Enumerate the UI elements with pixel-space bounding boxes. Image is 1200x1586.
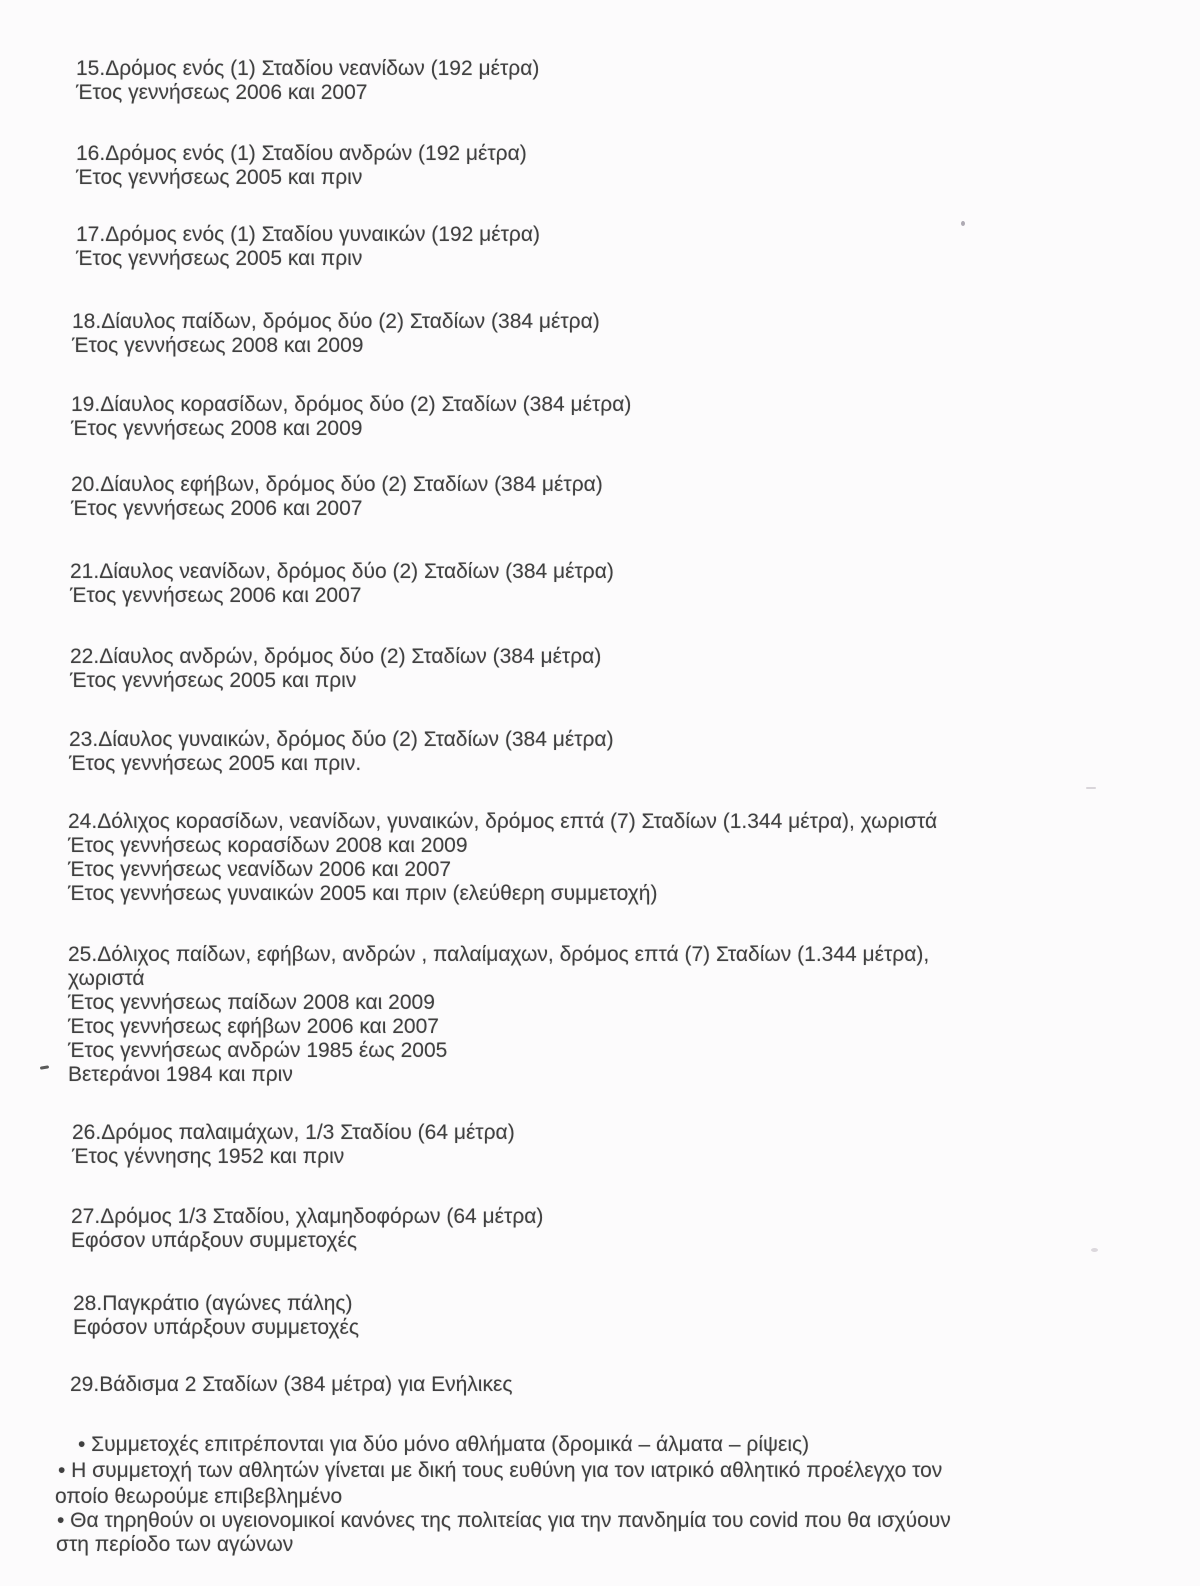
event-detail: Εφόσον υπάρξουν συμμετοχές [73,1316,360,1339]
event-title: 26.Δρόμος παλαιμάχων, 1/3 Σταδίου (64 μέτρα) [72,1121,515,1144]
event-item-28 [73,1292,359,1340]
note-bullet-2-wrap: οποίο θεωρούμε επιβεβλημένο [55,1485,343,1508]
event-title: 24.Δόλιχος κορασίδων, νεανίδων, γυναικών, δρόμος επτά (7) Σταδίων (1.344 μέτρα), χωριστά [68,810,938,833]
event-item-16 [76,142,527,190]
event-item-17 [76,223,540,271]
event-title: 17.Δρόμος ενός (1) Σταδίου γυναικών (192 μέτρα) [76,223,541,246]
event-detail: Έτος γεννήσεως 2005 και πριν [70,669,357,692]
event-detail: Έτος γεννήσεως παίδων 2008 και 2009 [68,991,435,1014]
scan-speck [1086,787,1096,789]
event-detail: Έτος γεννήσεως 2008 και 2009 [72,334,364,357]
event-detail: Έτος γέννησης 1952 και πριν [72,1145,345,1168]
event-title: 27.Δρόμος 1/3 Σταδίου, χλαμηδοφόρων (64 μέτρα) [71,1205,544,1228]
scan-speck [1091,1248,1098,1252]
event-title: 22.Δίαυλος ανδρών, δρόμος δύο (2) Σταδίων (384 μέτρα) [70,645,602,668]
event-item-25 [68,943,929,1087]
event-item-21 [70,560,614,608]
event-detail: Έτος γεννήσεως ανδρών 1985 έως 2005 [68,1039,448,1062]
note-bullet-2: • Η συμμετοχή των αθλητών γίνεται με δική τους ευθύνη για τον ιατρικό αθλητικό προέλεγχο τον [58,1459,943,1482]
event-detail: Έτος γεννήσεως 2006 και 2007 [76,81,368,104]
event-detail: Έτος γεννήσεως κορασίδων 2008 και 2009 [68,834,468,857]
event-detail: Βετεράνοι 1984 και πριν [68,1063,293,1086]
event-detail: Έτος γεννήσεως 2005 και πριν [76,247,363,270]
event-item-29 [70,1373,512,1397]
event-item-24 [68,810,937,906]
event-title: 19.Δίαυλος κορασίδων, δρόμος δύο (2) Σταδίων (384 μέτρα) [71,393,632,416]
event-detail: Έτος γεννήσεως γυναικών 2005 και πριν (ελεύθερη συμμετοχή) [68,882,658,905]
event-title: 18.Δίαυλος παίδων, δρόμος δύο (2) Σταδίων (384 μέτρα) [72,310,600,333]
event-detail: Έτος γεννήσεως 2008 και 2009 [71,417,363,440]
event-detail: Έτος γεννήσεως 2005 και πριν [76,166,363,189]
event-item-18 [72,310,600,358]
event-title: 28.Παγκράτιο (αγώνες πάλης) [73,1292,353,1315]
scan-speck [961,221,965,226]
event-item-26 [72,1121,515,1169]
event-detail: Έτος γεννήσεως 2005 και πριν. [69,752,362,775]
event-title: 15.Δρόμος ενός (1) Σταδίου νεανίδων (192 μέτρα) [76,57,540,80]
event-item-15 [76,57,539,105]
event-title: 20.Δίαυλος εφήβων, δρόμος δύο (2) Σταδίων (384 μέτρα) [71,473,603,496]
note-bullet-3-wrap: στη περίοδο των αγώνων [56,1533,294,1556]
event-title: 16.Δρόμος ενός (1) Σταδίου ανδρών (192 μέτρα) [76,142,527,165]
event-detail: Έτος γεννήσεως 2006 και 2007 [70,584,362,607]
event-title: 21.Δίαυλος νεανίδων, δρόμος δύο (2) Σταδίων (384 μέτρα) [70,560,614,583]
event-item-22 [70,645,601,693]
scan-dash [40,1065,49,1070]
event-item-20 [71,473,603,521]
event-item-27 [71,1205,543,1253]
event-detail: Έτος γεννήσεως 2006 και 2007 [71,497,363,520]
event-item-23 [69,728,614,776]
note-bullet-1: • Συμμετοχές επιτρέπονται για δύο μόνο αθλήματα (δρομικά – άλματα – ρίψεις) [78,1433,810,1456]
event-title-wrap: χωριστά [68,967,145,990]
event-title: 23.Δίαυλος γυναικών, δρόμος δύο (2) Σταδίων (384 μέτρα) [69,728,614,751]
event-title: 29.Βάδισμα 2 Σταδίων (384 μέτρα) για Ενήλικες [70,1373,513,1396]
event-detail: Έτος γεννήσεως νεανίδων 2006 και 2007 [68,858,452,881]
note-bullet-3: • Θα τηρηθούν οι υγειονομικοί κανόνες της πολιτείας για την πανδημία του covid που θα ισχύουν [57,1509,951,1532]
event-detail: Έτος γεννήσεως εφήβων 2006 και 2007 [68,1015,439,1038]
event-item-19 [71,393,631,441]
event-title: 25.Δόλιχος παίδων, εφήβων, ανδρών , παλαίμαχων, δρόμος επτά (7) Σταδίων (1.344 μέτρα), [68,943,930,966]
event-detail: Εφόσον υπάρξουν συμμετοχές [71,1229,358,1252]
